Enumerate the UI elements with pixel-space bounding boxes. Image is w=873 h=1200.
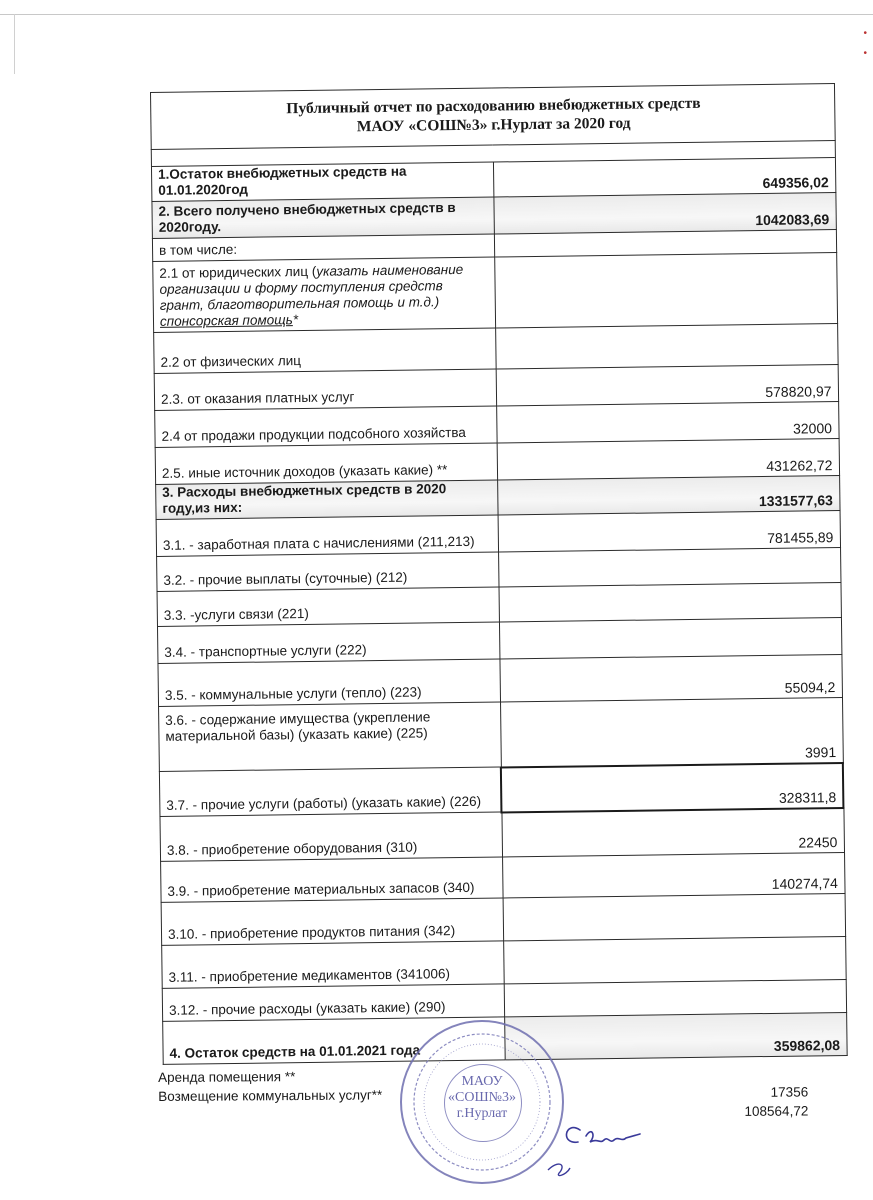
- stamp-text: [402, 1074, 562, 1122]
- row-label-underline: спонсорская помощь: [159, 312, 293, 329]
- row-value: [503, 936, 845, 983]
- row-value: [498, 548, 840, 587]
- stamp-line-3: г.Нурлат: [456, 1106, 508, 1121]
- row-label: 3.9. - приобретение материальных запасов (340): [161, 857, 503, 902]
- row-value: 781455,89: [498, 511, 840, 552]
- row-label: 3.6. - содержание имущества (укрепление материальной базы) (указать какие) (225): [159, 702, 502, 771]
- row-label: 3. Расходы внебюджетных средств в 2020 году,из них:: [156, 480, 498, 519]
- row-label: 3.8. - приобретение оборудования (310): [160, 812, 502, 861]
- row-value: 431262,72: [497, 439, 839, 480]
- row-label: 3.10. - приобретение продуктов питания (342): [161, 898, 503, 945]
- row-label-legal-entities: [153, 257, 496, 332]
- row-value: [503, 893, 845, 940]
- row-label: 2. Всего получено внебюджетных средств в 2020году.: [152, 197, 494, 238]
- table-row: [159, 697, 843, 771]
- table-row: [153, 253, 837, 333]
- row-value: [499, 618, 841, 659]
- row-value: 1331577,63: [497, 476, 839, 515]
- title-line-1: Публичный отчет по расходованию внебюджетных средств: [286, 94, 701, 118]
- row-value: 140274,74: [502, 852, 844, 897]
- corner-mark: •: [863, 48, 867, 59]
- row-label: 4. Остаток средств на 01.01.2021 года: [163, 1017, 505, 1064]
- row-label-italic: указать наименование организации и форму поступления средств грант, благотворительная помощь и т.д.): [159, 261, 464, 313]
- stamp-line-1: МАОУ: [461, 1074, 503, 1089]
- title-line-2: МАОУ «СОШ№3» г.Нурлат за 2020 год: [356, 114, 631, 136]
- row-label: 3.7. - прочие услуги (работы) (указать какие) (226): [159, 767, 501, 816]
- row-label: 2.2 от физических лиц: [154, 328, 496, 373]
- signature-icon: [540, 1100, 660, 1180]
- row-value: [499, 583, 841, 622]
- row-value: 578820,97: [496, 365, 838, 406]
- row-value: [495, 324, 837, 369]
- row-value: 32000: [496, 402, 838, 443]
- footer-value: 108564,72: [744, 1103, 809, 1119]
- row-label: 2.4 от продажи продукции подсобного хозяйства: [155, 406, 497, 447]
- row-label-prefix: 2.1 от юридических лиц (: [159, 263, 317, 281]
- row-value: 55094,2: [500, 654, 842, 701]
- row-label: 2.3. от оказания платных услуг: [154, 369, 496, 410]
- row-value: [494, 253, 837, 328]
- row-label: 3.3. -услуги связи (221): [157, 587, 499, 626]
- row-label: 1.Остаток внебюджетных средств на 01.01.2020год: [151, 162, 493, 201]
- row-value: 3991: [500, 697, 843, 766]
- corner-mark: •: [863, 28, 867, 39]
- row-value: 359862,08: [504, 1012, 846, 1059]
- footer-label: Аренда помещения **: [158, 1069, 296, 1085]
- row-label: 3.4. - транспортные услуги (222): [157, 622, 499, 663]
- row-label: 3.12. - прочие расходы (указать какие) (290): [162, 984, 504, 1021]
- footer-label: Возмещение коммунальных услуг**: [158, 1087, 383, 1104]
- stamp-line-2: «СОШ№3»: [448, 1090, 516, 1105]
- row-label: 3.1. - заработная плата с начислениями (211,213): [156, 515, 498, 556]
- row-value: 1042083,69: [494, 193, 836, 234]
- row-label: 2.5. иные источник доходов (указать какие) **: [155, 443, 497, 484]
- row-value: [504, 979, 846, 1016]
- report-sheet: [150, 83, 848, 1065]
- row-label-suffix: *: [292, 312, 299, 328]
- report-title: [151, 84, 835, 150]
- row-label: 3.11. - приобретение медикаментов (341006): [162, 941, 504, 988]
- row-value: 22450: [502, 807, 844, 856]
- row-value: 649356,02: [493, 158, 835, 197]
- row-label: 3.5. - коммунальные услуги (тепло) (223): [158, 659, 500, 706]
- row-label: 3.2. - прочие выплаты (суточные) (212): [157, 552, 499, 591]
- report-title-row: [151, 84, 835, 150]
- footer-value: 17356: [770, 1084, 809, 1100]
- report-table: [150, 83, 848, 1065]
- row-value: 328311,8: [501, 762, 843, 811]
- scan-edge-left: [14, 14, 15, 74]
- scan-edge: [0, 14, 873, 15]
- row-label: в том числе:: [152, 234, 494, 261]
